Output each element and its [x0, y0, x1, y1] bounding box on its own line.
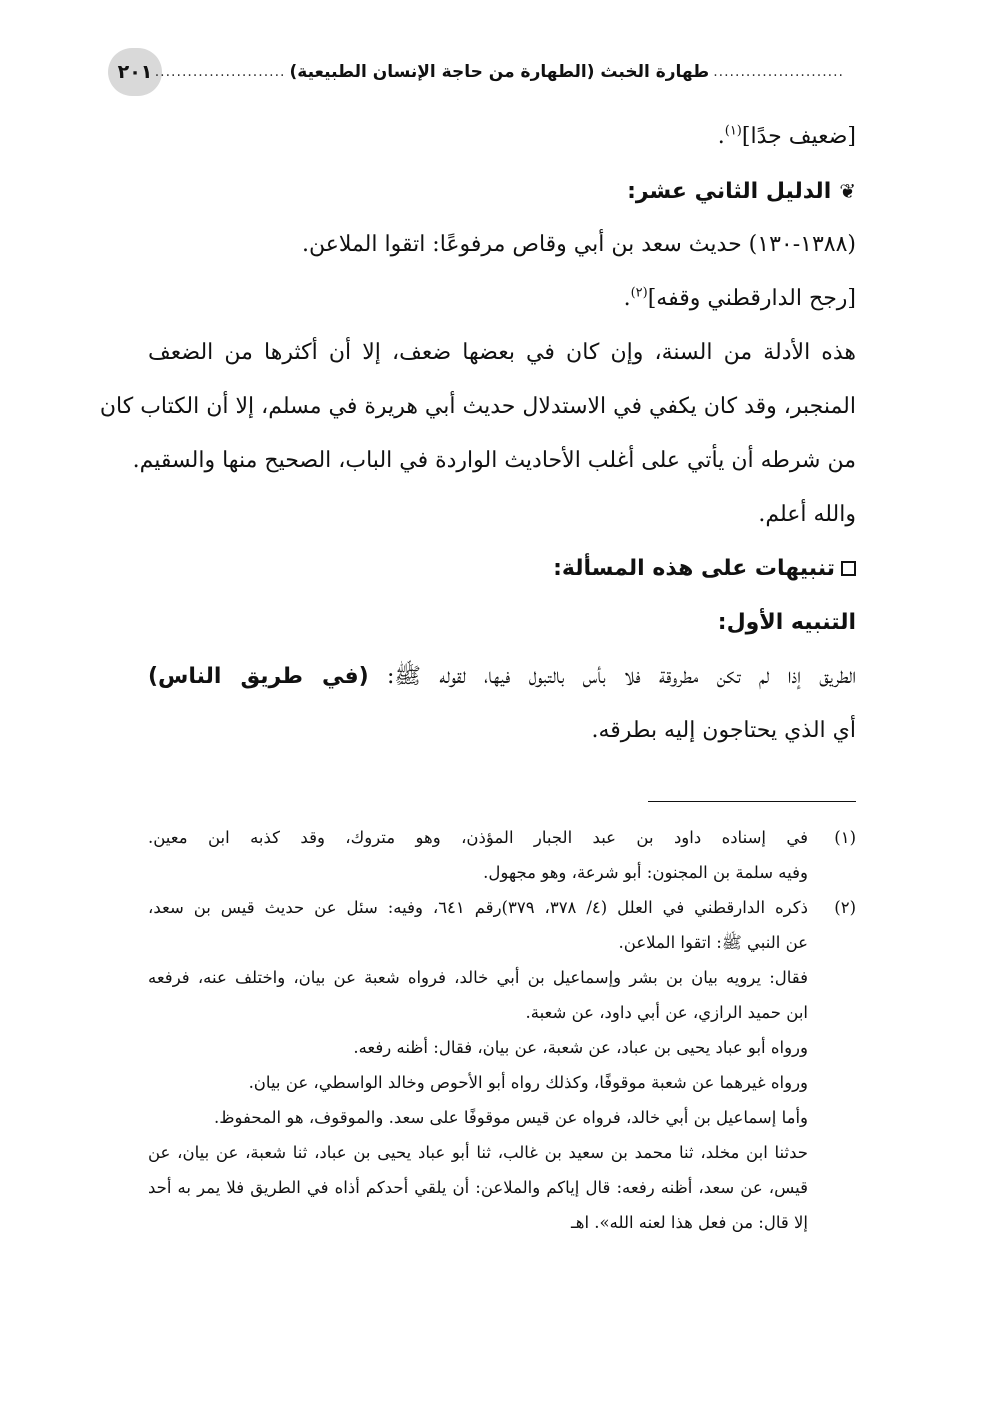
footnote-line: ابن حميد الرازي، عن أبي داود، عن شعبة. [525, 1003, 808, 1022]
leader-dots-right: ........................ [713, 64, 844, 80]
punctuation: . [623, 286, 631, 311]
paragraph-line: من شرطه أن يأتي على أغلب الأحاديث الواردة في الباب، الصحيح منها والسقيم. [132, 448, 856, 473]
paragraph-line: المنجبر، وقد كان يكفي في الاستدلال حديث أبي هريرة في مسلم، إلا أن الكتاب كان [99, 394, 856, 419]
paragraph-text: الطريق إذا لم تكن مطروقة فلا بأس بالتبول فيها، لقوله ﷺ: [368, 664, 856, 689]
grading-text: [ضعيف جدًا] [741, 124, 856, 149]
footnote-line: ورواه غيرهما عن شعبة موقوفًا، وكذلك رواه أبو الأحوص وخالد الواسطي، عن بيان. [248, 1073, 808, 1092]
page-number: ٢٠١ [108, 48, 162, 96]
footnote-line: قيس، عن سعد، أظنه رفعه: قال إياكم والملاعن: أن يلقي أحدكم أذاه في الطريق فلا يمر به أحد [148, 1178, 808, 1197]
footnote-line: إلا قال: من فعل هذا لعنه الله». اهـ [570, 1213, 808, 1232]
footnote-ref[interactable]: (٢) [630, 285, 648, 301]
section-heading-text: تنبيهات على هذه المسألة: [553, 556, 835, 581]
footnote-line [148, 890, 856, 925]
footnotes [148, 820, 856, 1240]
floral-leaf-icon: ❦ [839, 179, 856, 203]
running-title: طهارة الخبث (الطهارة من حاجة الإنسان الطبيعية) [289, 62, 710, 82]
text-line [148, 110, 856, 164]
text-line [148, 272, 856, 326]
square-bullet-icon [841, 561, 856, 576]
footnote-line: فقال: يرويه بيان بن بشر وإسماعيل بن أبي خالد، فرواه شعبة عن بيان، واختلف عنه، فرفعه [148, 968, 808, 987]
footnote-line [148, 820, 856, 855]
main-text [99, 110, 856, 758]
hadith-line: (١٣٨٨-١٣٠) حديث سعد بن أبي وقاص مرفوعًا: اتقوا الملاعن. [301, 232, 856, 257]
paragraph-line: هذه الأدلة من السنة، وإن كان في بعضها ضعف، إلا أن أكثرها من الضعف [148, 340, 856, 365]
leader-dots-left: ........................ [154, 64, 286, 80]
footnote-text: في إسناده داود بن عبد الجبار المؤذن، وهو متروك، وقد كذبه ابن معين. [148, 828, 808, 847]
footnote-text: ذكره الدارقطني في العلل (٤/ ٣٧٨، ٣٧٩)رقم ٦٤١، وفيه: سئل عن حديث قيس بن سعد، [148, 898, 808, 917]
footnote-ref[interactable]: (١) [724, 123, 742, 139]
paragraph-line [148, 650, 856, 704]
footnote-marker: (٢) [834, 898, 856, 917]
quoted-hadith: (في طريق الناس) [148, 664, 369, 689]
footnote-line: وأما إسماعيل بن أبي خالد، فرواه عن قيس موقوفًا على سعد. والموقوف، هو المحفوظ. [213, 1108, 808, 1127]
paragraph-line: أي الذي يحتاجون إليه بطرقه. [591, 718, 856, 743]
sub-heading: التنبيه الأول: [717, 610, 856, 635]
footnote-marker: (١) [834, 828, 856, 847]
footnote-divider [648, 801, 856, 802]
grading-text: [رجح الدارقطني وقفه] [647, 286, 856, 311]
footnote-line: عن النبي ﷺ: اتقوا الملاعن. [618, 933, 808, 952]
evidence-heading-text: الدليل الثاني عشر: [627, 179, 832, 204]
footnote-line: وفيه سلمة بن المجنون: أبو شرعة، وهو مجهول. [483, 863, 808, 882]
footnote-line: ورواه أبو عباد يحيى بن عباد، عن شعبة، عن بيان، فقال: أظنه رفعه. [353, 1038, 808, 1057]
paragraph-line: والله أعلم. [758, 502, 856, 527]
page-header [108, 48, 848, 96]
section-heading [148, 542, 856, 596]
running-title-row [154, 56, 848, 88]
punctuation: . [717, 124, 725, 149]
footnote-line: حدثنا ابن مخلد، ثنا محمد بن سعيد بن غالب، ثنا أبو عباد يحيى بن عباد، ثنا شعبة، عن بيان، عن [148, 1143, 808, 1162]
evidence-heading [148, 164, 856, 218]
